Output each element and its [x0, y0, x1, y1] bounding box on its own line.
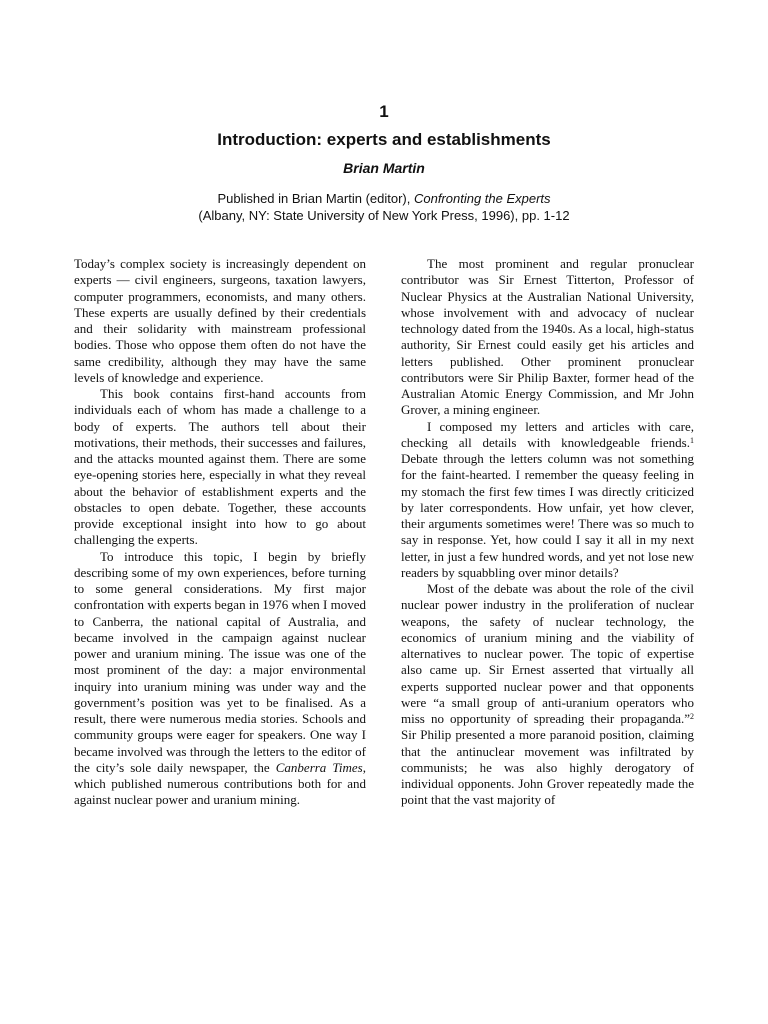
paragraph [74, 549, 366, 809]
left-column [74, 256, 366, 809]
footnote-marker[interactable]: 2 [690, 712, 694, 721]
paragraph: This book contains first-hand accounts from individuals each of whom has made a challenge to a body of experts. The authors tell about their motivations, their methods, their successes and failures, and the attacks mounted against them. There are some eye-opening stories here, especially in what they reveal about the behavior of establishment experts and the obstacles to open debate. Together, these accounts provide exceptional insight into how to go about challenging the experts. [74, 386, 366, 548]
footnote-marker[interactable]: 1 [690, 435, 694, 445]
paragraph-text: , which published numerous contributions both for and against nuclear power and uranium mining. [74, 759, 366, 808]
page-header [0, 100, 768, 224]
paragraph-text: Most of the debate was about the role of the civil nuclear power industry in the proliferation of nuclear weapons, the safety of nuclear technology, the economics of uranium mining and the viability of alternatives to nuclear power. The topic of expertise also came up. Sir Ernest asserted that virtually all experts supported nuclear power and that opponents were “a small group of anti-uranium operators who miss no opportunity of spreading their propaganda.” [401, 581, 694, 726]
book-title: Confronting the Experts [413, 191, 551, 206]
right-column [401, 256, 694, 809]
paragraph-text: To introduce this topic, I begin by briefly describing some of my own experiences, before turning to some general considerations. My first major confrontation with experts began in 1976 when I moved to Canberra, the national capital of Australia, and became involved in the campaign against nuclear power and uranium mining. The issue was one of the most prominent of the day: a major environmental inquiry into uranium mining was under way and the government’s position was yet to be finalised. As a result, there were numerous media stories. Schools and community groups were eager for speakers. One way I became involved was through the letters to the editor of the city’s sole daily newspaper, the [74, 548, 366, 775]
paragraph: Today’s complex society is increasingly dependent on experts — civil engineers, surgeons, taxation lawyers, computer programmers, economists, and many others. These experts are usually defined by their credentials and their solidarity with mainstream professional bodies. Those who oppose them often do not have the same credibility, although they may have the same levels of knowledge and experience. [74, 256, 366, 385]
publication-info [0, 190, 768, 224]
newspaper-name: Canberra Times [275, 759, 363, 775]
paragraph-text: Debate through the letters column was not something for the faint-hearted. I remember the queasy feeling in my stomach the first few times I was directly criticized by later correspondents. How unfair, yet how clever, their arguments sometimes were! There was so much to say in response. Yet, how could I say it all in my next letter, in just a few hundred words, and yet not lose new readers by squabbling over minor details? [401, 451, 694, 580]
author-name: Brian Martin [343, 160, 425, 176]
publication-details: (Albany, NY: State University of New York Press, 1996), pp. 1-12 [198, 208, 570, 223]
paragraph [401, 419, 694, 582]
chapter-title: Introduction: experts and establishments [217, 130, 551, 149]
paragraph-text: Sir Philip presented a more paranoid position, claiming that the antinuclear movement was infiltrated by communists; he was also highly derogatory of individual opponents. John Grover repeatedly made the point that the vast majority of [401, 727, 694, 808]
paragraph [401, 581, 694, 809]
paragraph-text: I composed my letters and articles with care, checking all details with knowledgeable friends. [401, 418, 694, 450]
publication-prefix: Published in Brian Martin (editor), [217, 191, 414, 206]
chapter-number: 1 [379, 102, 389, 121]
paragraph: The most prominent and regular pronuclear contributor was Sir Ernest Titterton, Professor of Nuclear Physics at the Australian National University, whose involvement with and advocacy of nuclear technology dated from the 1940s. As a local, high-status authority, Sir Ernest could easily get his articles and letters published. Other prominent pronuclear contributors were Sir Philip Baxter, former head of the Australian Atomic Energy Commission, and Mr John Grover, a mining engineer. [401, 256, 694, 418]
